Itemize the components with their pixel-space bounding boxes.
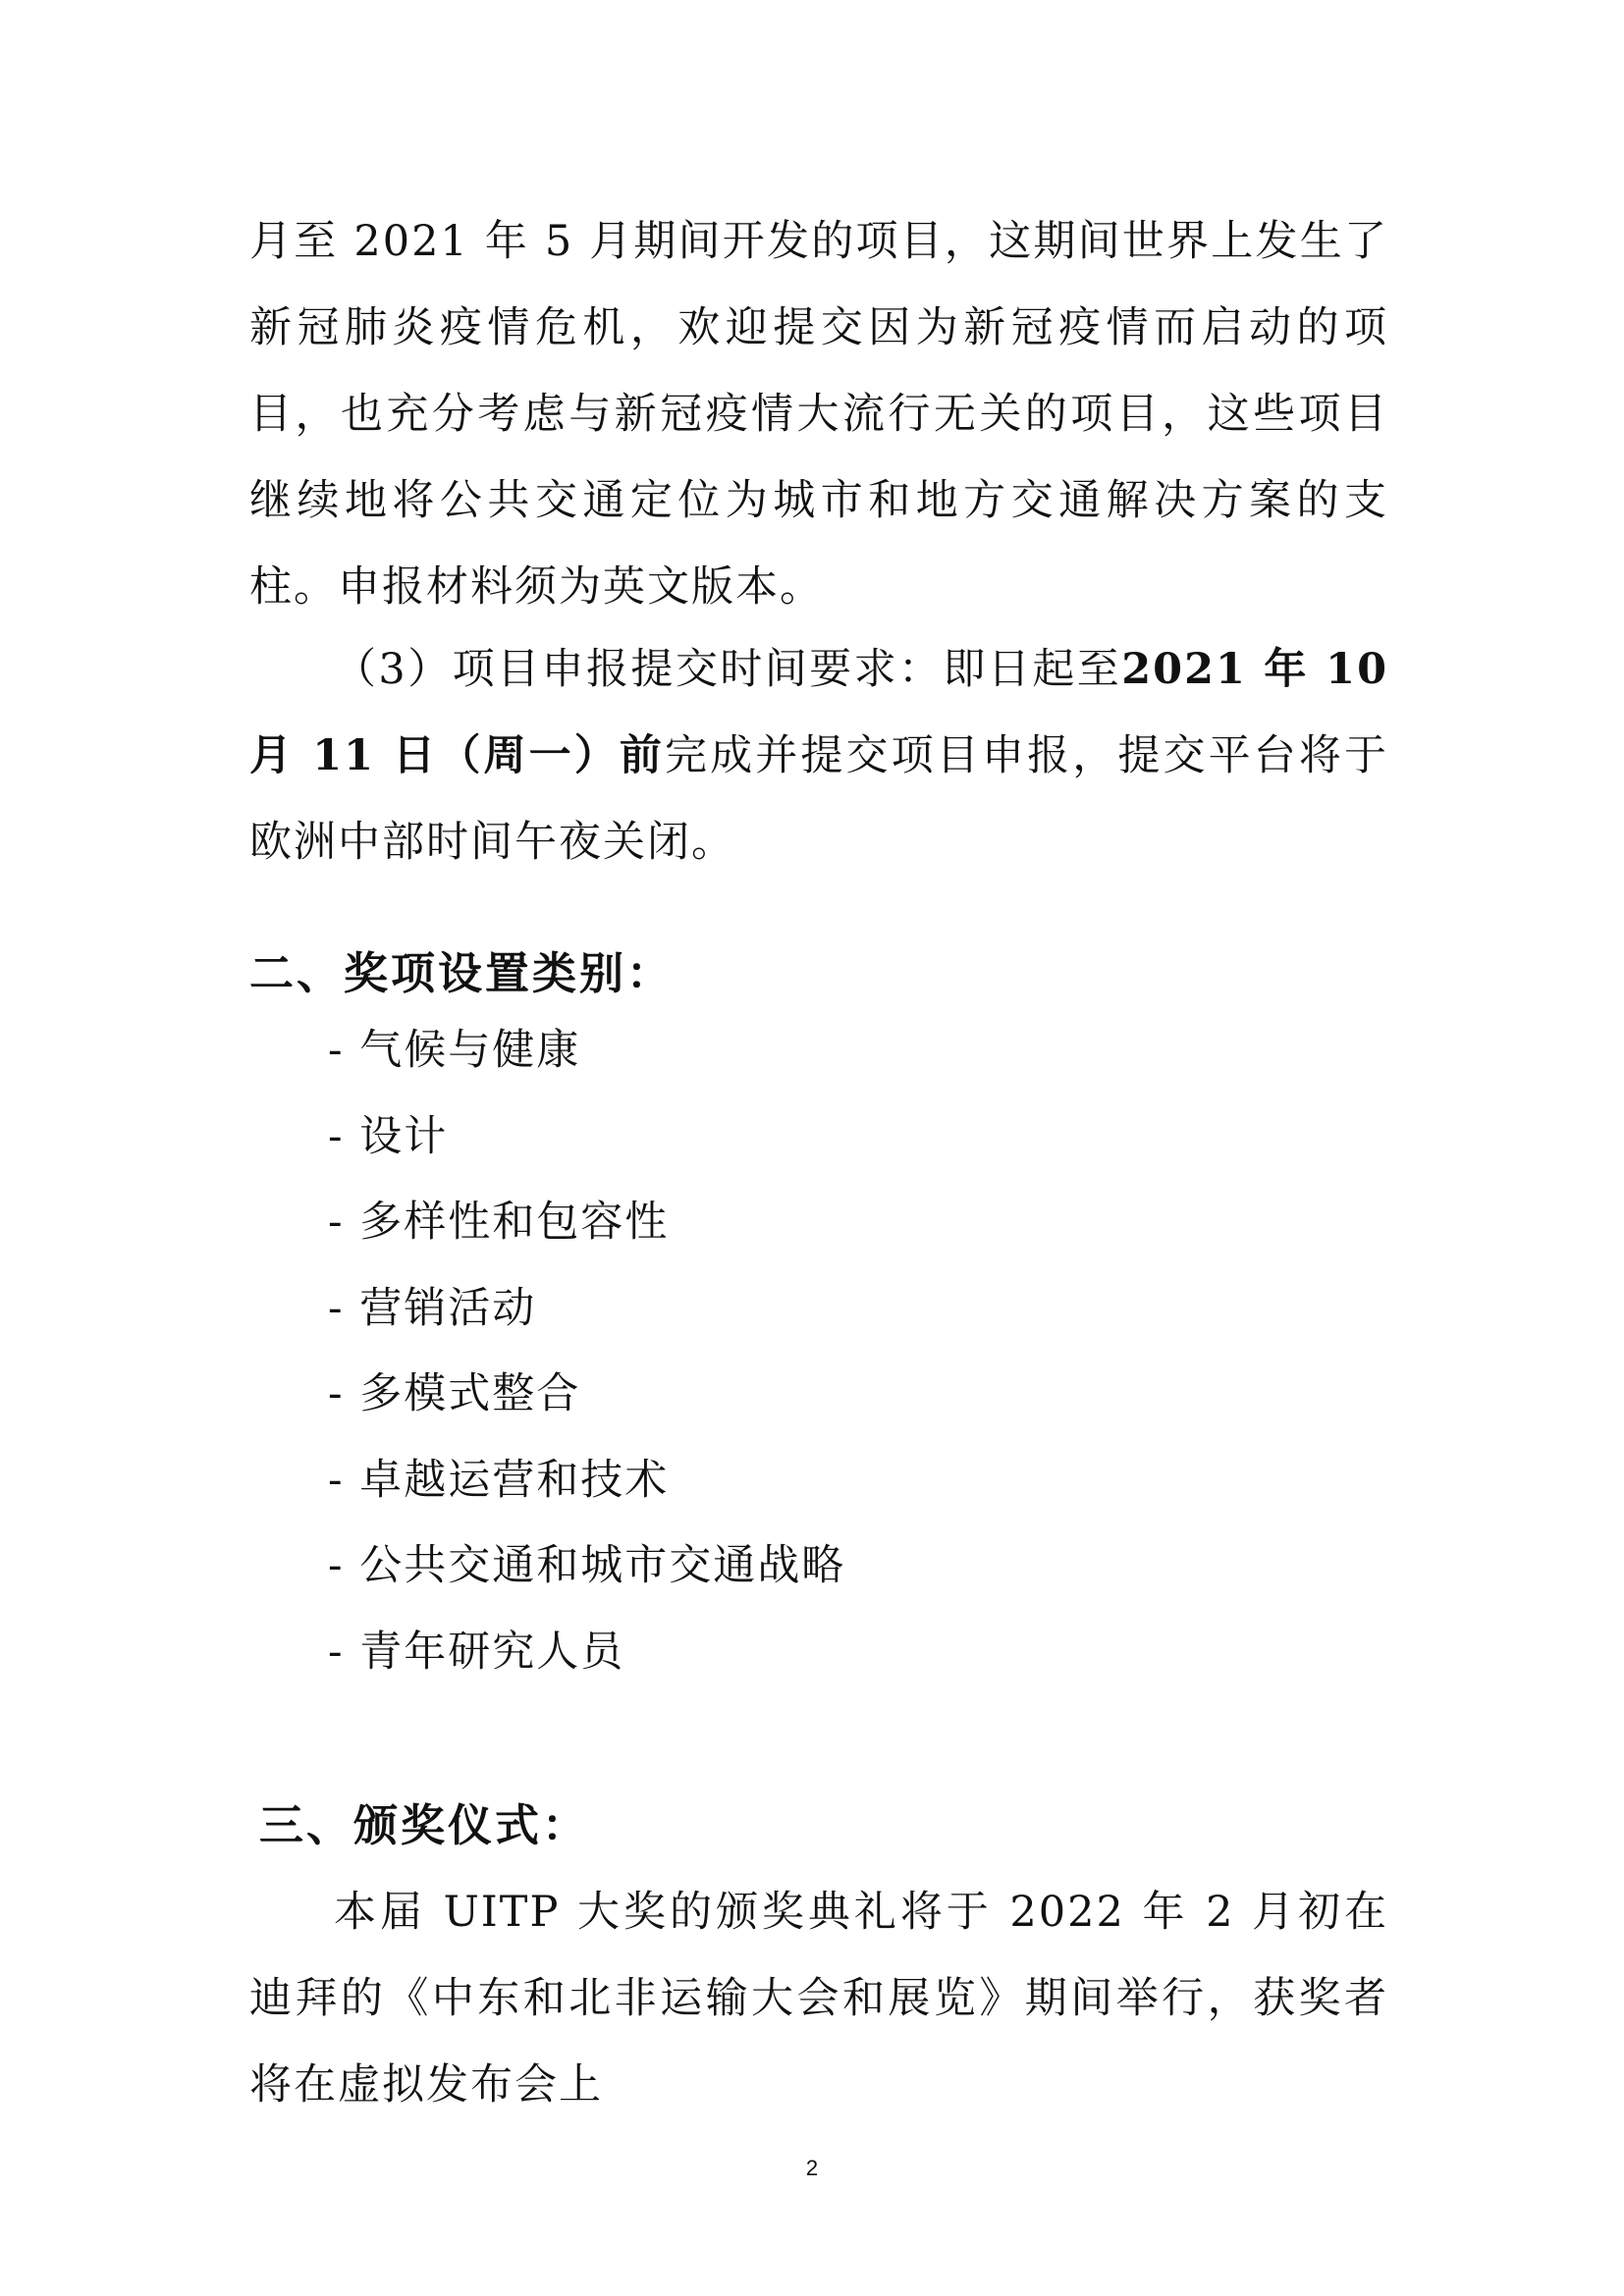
list-item: - 营销活动	[328, 1283, 537, 1333]
paragraph-submission-deadline	[249, 626, 1388, 885]
deadline-closing-text: 完成并提交项目申报，提交平台将于欧洲中部时间午夜关闭。	[249, 731, 1389, 867]
page-number: 2	[805, 2156, 819, 2180]
list-item: - 卓越运营和技术	[328, 1455, 670, 1505]
list-item: - 多模式整合	[328, 1369, 581, 1418]
list-item: - 多样性和包容性	[328, 1198, 670, 1247]
list-item: - 公共交通和城市交通战略	[328, 1541, 846, 1590]
list-item: - 青年研究人员	[328, 1627, 625, 1677]
section-heading-award-categories: 二、奖项设置类别：	[249, 947, 675, 999]
list-item: - 设计	[328, 1111, 449, 1161]
paragraph-award-ceremony: 本届 UITP 大奖的颁奖典礼将于 2022 年 2 月初在迪拜的《中东和北非运输大会和展览》期间举行，获奖者将在虚拟发布会上	[249, 1888, 1388, 2109]
award-category-list	[328, 1021, 845, 1708]
deadline-intro-text: （3）项目申报提交时间要求：即日起至	[334, 645, 1122, 694]
section-heading-award-ceremony: 三、颁奖仪式：	[259, 1799, 590, 1851]
deadline-date: 2021 年 10 月 11 日（周一）前	[249, 645, 1389, 780]
paragraph-project-scope: 月至 2021 年 5 月期间开发的项目，这期间世界上发生了新冠肺炎疫情危机，欢迎提交因为新冠疫情而启动的项目，也充分考虑与新冠疫情大流行无关的项目，这些项目继续地将公共交通定位为城市和地方交通解决方案的支柱。申报材料须为英文版本。	[249, 217, 1388, 612]
list-item: - 气候与健康	[328, 1026, 581, 1075]
